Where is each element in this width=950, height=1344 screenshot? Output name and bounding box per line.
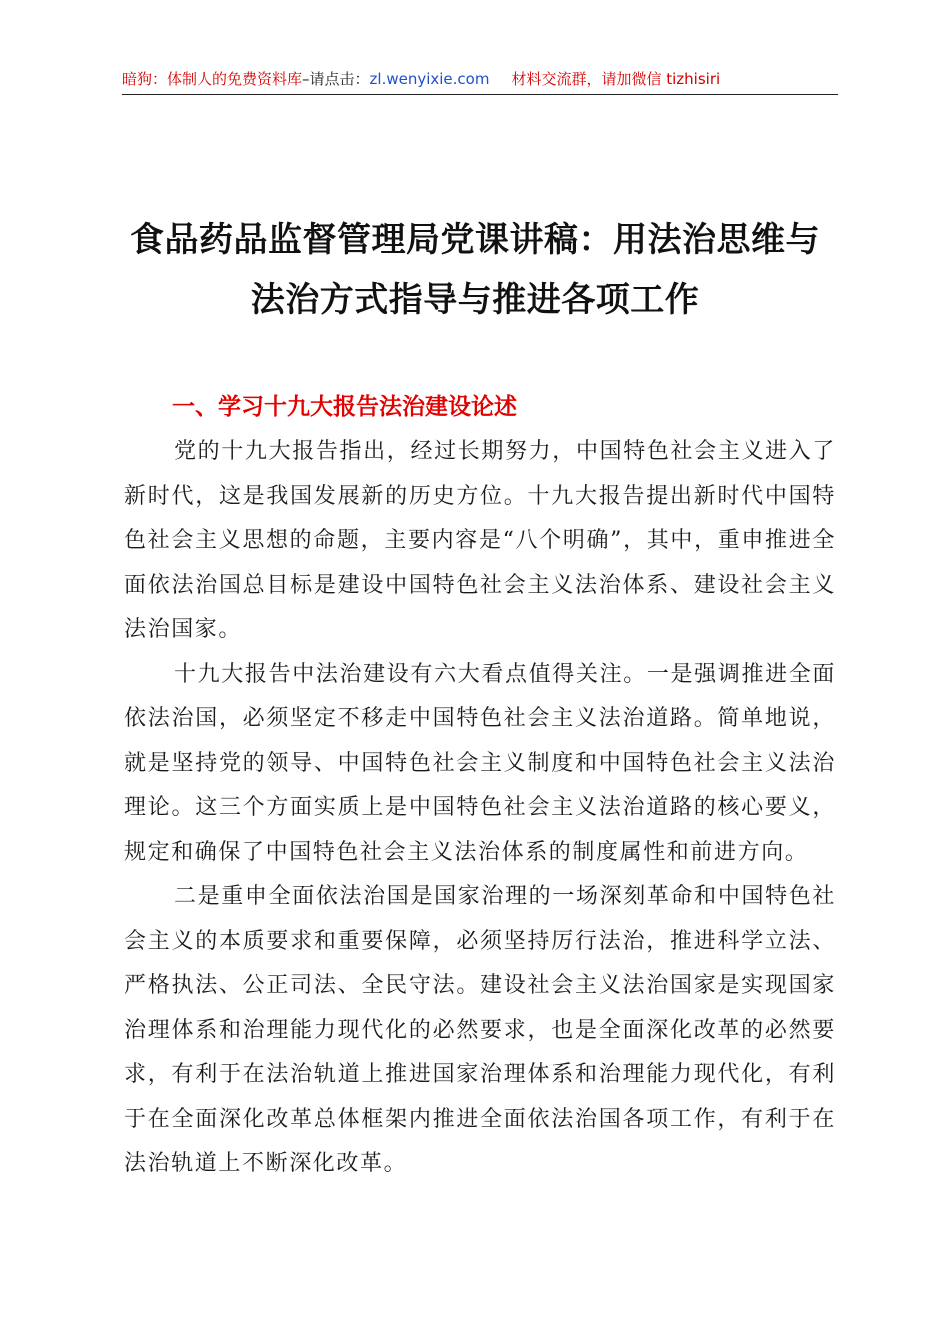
title-line-2: 法治方式指导与推进各项工作 xyxy=(250,280,700,320)
title-line-1: 食品药品监督管理局党课讲稿：用法治思维与 xyxy=(130,220,820,260)
header-divider xyxy=(122,94,838,95)
document-body xyxy=(124,430,836,1187)
header-link[interactable]: zl.wenyixie.com xyxy=(369,70,490,88)
page-header xyxy=(122,68,838,90)
paragraph-1: 党的十九大报告指出，经过长期努力，中国特色社会主义进入了新时代，这是我国发展新的历史方位。十九大报告提出新时代中国特色社会主义思想的命题，主要内容是“八个明确”，其中，重申推进全面依法治国总目标是建设中国特色社会主义法治体系、建设社会主义法治国家。 xyxy=(124,439,836,642)
paragraph-3: 二是重申全面依法治国是国家治理的一场深刻革命和中国特色社会主义的本质要求和重要保障，必须坚持厉行法治，推进科学立法、严格执法、公正司法、全民守法。建设社会主义法治国家是实现国家治理体系和治理能力现代化的必然要求，也是全面深化改革的必然要求，有利于在法治轨道上推进国家治理体系和治理能力现代化，有利于在全面深化改革总体框架内推进全面依法治国各项工作，有利于在法治轨道上不断深化改革。 xyxy=(124,884,836,1176)
header-site-name: 暗狗：体制人的免费资料库 xyxy=(122,70,303,88)
header-click-prompt: –请点击： xyxy=(302,70,370,88)
section-heading: 一、学习十九大报告法治建设论述 xyxy=(172,394,517,420)
header-wechat-note: 材料交流群，请加微信 tizhisiri xyxy=(511,70,721,88)
document-title xyxy=(110,210,840,330)
paragraph-2: 十九大报告中法治建设有六大看点值得关注。一是强调推进全面依法治国，必须坚定不移走中国特色社会主义法治道路。简单地说，就是坚持党的领导、中国特色社会主义制度和中国特色社会主义法治理论。这三个方面实质上是中国特色社会主义法治道路的核心要义，规定和确保了中国特色社会主义法治体系的制度属性和前进方向。 xyxy=(124,661,836,865)
